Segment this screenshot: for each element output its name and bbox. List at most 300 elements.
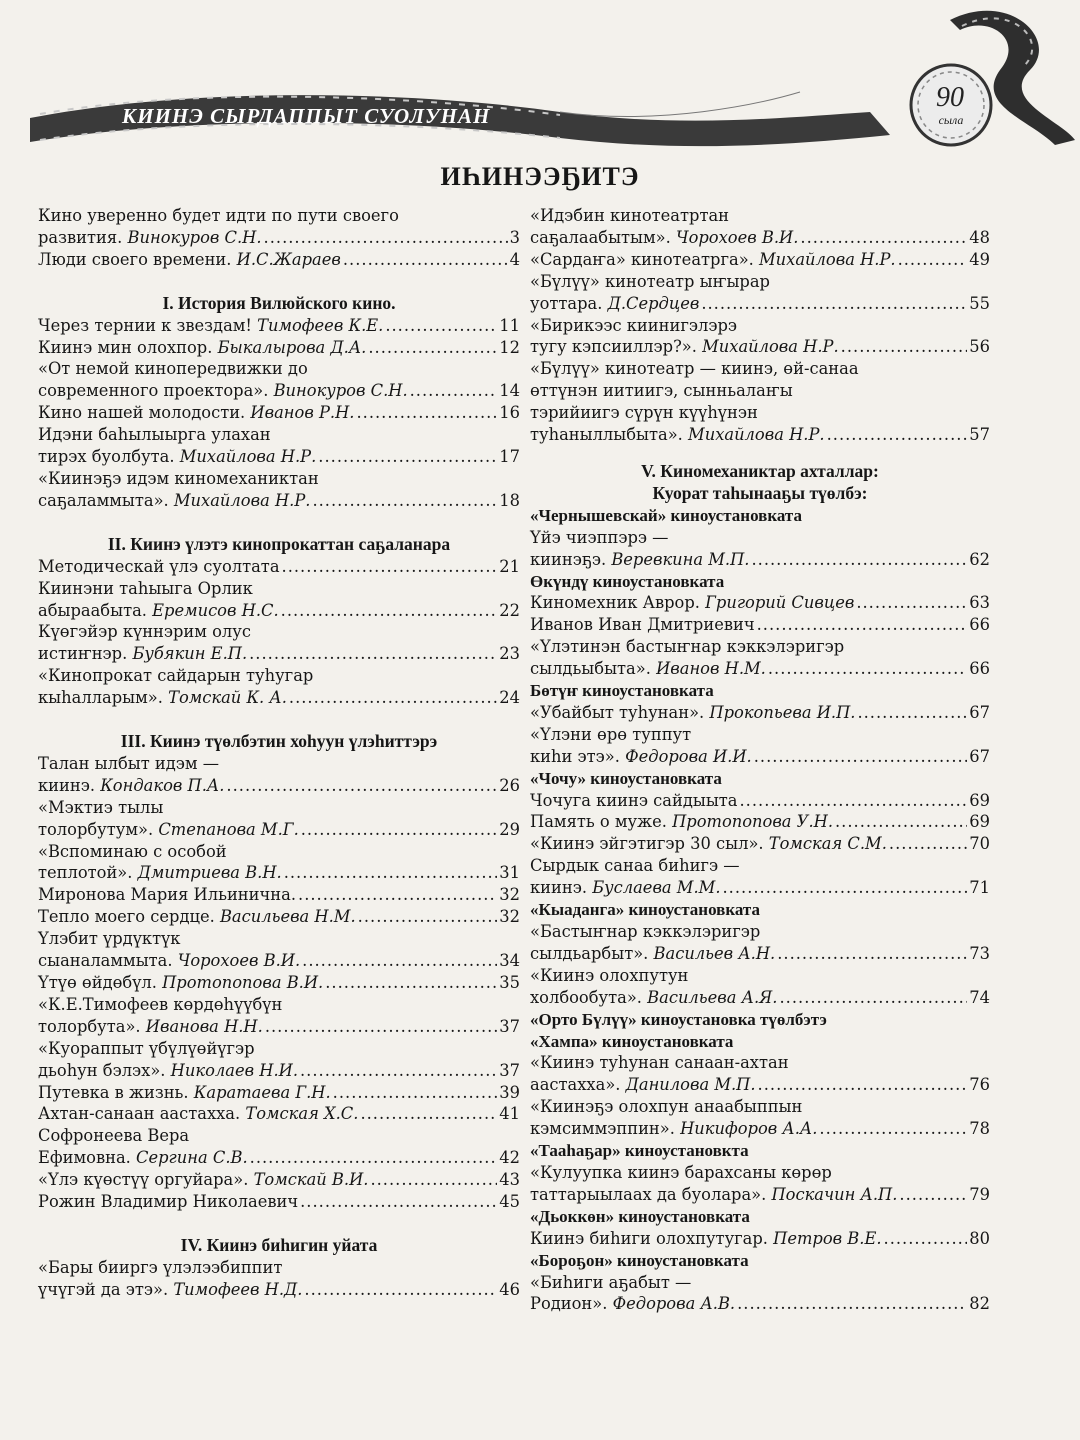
entry-line xyxy=(38,906,520,928)
dot-leader xyxy=(856,592,967,614)
entry-author: Кондаков П.А. xyxy=(100,775,225,795)
entry-title: Киинэ биһиги олохпутугар. xyxy=(530,1228,774,1248)
entry-author: Еремисов Н.С. xyxy=(152,600,279,620)
entry-title-wrap xyxy=(38,906,356,928)
toc-entry xyxy=(38,753,520,797)
entry-title-wrap xyxy=(38,315,383,337)
entry-title: Киинэ мин олохпор. xyxy=(38,337,218,357)
entry-text-line: Талан ылбыт идэм — xyxy=(38,753,220,773)
entry-title: Рожин Владимир Николаевич xyxy=(38,1192,299,1212)
entry-title: Через тернии к звездам! xyxy=(38,315,258,335)
dot-leader xyxy=(410,380,498,402)
dot-leader xyxy=(841,336,968,358)
page-number: 56 xyxy=(969,337,990,357)
entry-line xyxy=(38,1279,520,1301)
entry-title: кыһалларым». xyxy=(38,688,169,708)
section-heading: IV. Киинэ биһигин уйата xyxy=(180,1234,378,1255)
entry-line xyxy=(38,380,520,402)
entry-title: кэмсиммэппин». xyxy=(530,1119,681,1139)
page-number: 29 xyxy=(499,819,520,839)
entry-title-wrap xyxy=(530,833,887,855)
entry-text-line: «Үлэни өрө туппут xyxy=(530,724,692,744)
entry-line xyxy=(38,249,520,271)
page-number: 62 xyxy=(969,549,990,569)
page-number: 76 xyxy=(969,1075,990,1095)
entry-line xyxy=(530,336,990,358)
entry-title-wrap xyxy=(38,775,224,797)
entry-title-wrap xyxy=(38,556,280,578)
entry-line xyxy=(38,884,520,906)
toc-entry xyxy=(530,1052,990,1096)
entry-author: Тимофеев Н.Д. xyxy=(173,1279,303,1299)
entry-text-line: «Үлэтинэн бастыҥнар кэккэлэригэр xyxy=(530,637,845,657)
page-number: 79 xyxy=(969,1184,990,1204)
entry-author: Никифоров А.А. xyxy=(680,1119,818,1139)
dot-leader xyxy=(356,402,497,424)
entry-line xyxy=(530,658,990,680)
entry-author: Чорохоев В.И. xyxy=(675,227,799,247)
entry-author: Васильева Н.М. xyxy=(219,907,356,927)
page-number: 35 xyxy=(499,973,520,992)
dot-leader xyxy=(800,227,967,249)
entry-author: Федорова И.И. xyxy=(625,746,752,766)
entry-title-wrap xyxy=(530,424,825,446)
toc-entry xyxy=(38,1103,520,1125)
entry-text-line: тэрийиигэ сүрүн күүһүнэн xyxy=(530,403,758,423)
dot-leader xyxy=(777,943,967,965)
entry-text-line: «Киинэҕэ олохпун анаабыппын xyxy=(530,1097,803,1117)
entry-text-line: «Биһиги аҕабыт — xyxy=(530,1272,692,1292)
entry-author: Винокуров С.Н. xyxy=(127,227,262,247)
dot-leader xyxy=(368,337,497,359)
dot-leader xyxy=(325,972,497,994)
toc-left-column xyxy=(38,205,520,1301)
entry-line xyxy=(38,862,520,884)
toc-entry xyxy=(530,315,990,359)
entry-author: Томскай К. А. xyxy=(168,688,287,708)
toc-entry xyxy=(530,358,990,446)
entry-author: Бубякин Е.П. xyxy=(132,644,248,664)
page-number: 41 xyxy=(499,1104,520,1124)
entry-title: Методическай үлэ суолтата xyxy=(38,556,280,576)
entry-title-wrap xyxy=(38,227,262,249)
entry-text-line: Үлэбит үрдүктүк xyxy=(38,929,181,949)
page-number: 26 xyxy=(499,775,520,795)
anniversary-number: 90 xyxy=(936,82,964,113)
page-number: 67 xyxy=(969,746,990,766)
entry-title: холбообута». xyxy=(530,987,648,1007)
section-heading: I. История Вилюйского кино. xyxy=(162,292,396,313)
entry-line xyxy=(530,227,990,249)
entry-line xyxy=(38,643,520,665)
entry-title-wrap xyxy=(530,987,778,1009)
film-strip-banner xyxy=(0,0,1080,150)
toc-entry xyxy=(38,337,520,359)
entry-line xyxy=(530,549,990,571)
entry-title-wrap xyxy=(38,1279,302,1301)
entry-title: современного проектора». xyxy=(38,381,274,401)
entry-title-wrap xyxy=(38,1082,331,1104)
entry-title: киинэҕэ. xyxy=(530,549,612,569)
spacer xyxy=(38,271,520,293)
entry-title: теплотой». xyxy=(38,863,138,883)
dot-leader xyxy=(827,424,968,446)
section-heading: II. Киинэ үлэтэ кинопрокаттан саҕаланара xyxy=(107,533,451,554)
entry-author: Данилова М.П. xyxy=(625,1075,756,1095)
dot-leader xyxy=(898,249,968,271)
toc-entry xyxy=(38,665,520,709)
entry-line xyxy=(530,943,990,965)
entry-author: Чорохоев В.И. xyxy=(177,951,301,971)
entry-author: Михайлова Н.Р. xyxy=(179,447,317,467)
dot-leader xyxy=(301,819,498,841)
entry-title-wrap xyxy=(530,293,699,315)
group-heading: «Хампа» киноустановката xyxy=(530,1031,734,1051)
dot-leader xyxy=(300,1060,497,1082)
toc-entry xyxy=(530,833,990,855)
entry-line xyxy=(38,1016,520,1038)
entry-author: Томскай В.И. xyxy=(253,1170,369,1190)
entry-text-line: «К.Е.Тимофеев көрдөһүүбүн xyxy=(38,994,283,1014)
entry-line xyxy=(38,1191,520,1213)
toc-entry xyxy=(530,636,990,680)
page-number: 74 xyxy=(969,987,990,1007)
entry-title: Киномехник Аврор. xyxy=(530,593,706,613)
entry-title: саҕаламмыта». xyxy=(38,490,174,510)
entry-title-wrap xyxy=(38,402,354,424)
entry-title: Родион». xyxy=(530,1294,613,1314)
entry-line xyxy=(38,1103,520,1125)
entry-title: Иванов Иван Дмитриевич xyxy=(530,615,755,635)
dot-leader xyxy=(312,490,497,512)
page-number: 3 xyxy=(509,227,520,247)
page-number: 45 xyxy=(499,1192,520,1212)
dot-leader xyxy=(768,658,967,680)
toc-entry xyxy=(530,614,990,636)
entry-title: тугу кэпсииллэр?». xyxy=(530,337,703,357)
toc-entry xyxy=(38,1257,520,1301)
entry-title: толорбута». xyxy=(38,1016,146,1036)
entry-line xyxy=(38,972,520,994)
section-heading: V. Киномеханиктар ахталлар: xyxy=(641,460,879,481)
entry-title: аастахха». xyxy=(530,1075,626,1095)
entry-author: Д.Сердцев xyxy=(607,293,700,313)
toc-entry xyxy=(530,724,990,768)
entry-title-wrap xyxy=(38,1103,358,1125)
spacer xyxy=(38,1213,520,1235)
dot-leader xyxy=(343,249,508,271)
page-number: 39 xyxy=(499,1082,520,1102)
toc-entry xyxy=(530,921,990,965)
group-heading: «Чернышевскай» киноустановката xyxy=(530,505,802,525)
entry-line xyxy=(38,490,520,512)
page-number: 46 xyxy=(499,1279,520,1299)
page-number: 55 xyxy=(969,293,990,313)
entry-author: Прокопьева И.П. xyxy=(709,702,856,722)
entry-line xyxy=(530,1074,990,1096)
page-number: 12 xyxy=(499,337,520,357)
entry-line xyxy=(38,600,520,622)
entry-author: Михайлова Н.Р. xyxy=(759,249,896,269)
entry-title: тирэх буолбута. xyxy=(38,447,180,467)
entry-title-wrap xyxy=(38,337,366,359)
entry-title-wrap xyxy=(530,811,833,833)
entry-text-line: Күөгэйэр күннэрим олус xyxy=(38,622,251,642)
entry-title-wrap xyxy=(38,380,408,402)
entry-title-wrap xyxy=(38,1147,248,1169)
entry-author: Васильева А.Я. xyxy=(647,987,778,1007)
entry-author: Михайлова Н.Р. xyxy=(173,490,311,510)
page-number: 14 xyxy=(499,381,520,401)
entry-line xyxy=(530,424,990,446)
toc-entry xyxy=(38,906,520,928)
page-number: 4 xyxy=(509,249,520,269)
dot-leader xyxy=(250,1147,498,1169)
page-number: 11 xyxy=(499,315,520,335)
dot-leader xyxy=(333,1082,498,1104)
toc-entry xyxy=(38,1169,520,1191)
page-number: 80 xyxy=(969,1228,990,1248)
entry-title: сылдьарбыт». xyxy=(530,943,654,963)
entry-title: үчүгэй да этэ». xyxy=(38,1279,174,1299)
entry-line xyxy=(38,402,520,424)
toc-entry xyxy=(38,556,520,578)
entry-line xyxy=(530,1293,990,1315)
entry-title-wrap xyxy=(38,862,282,884)
entry-text-line: «Мэктиэ тылы xyxy=(38,797,164,817)
entry-title: Ахтан-санаан аастахха. xyxy=(38,1104,246,1124)
entry-text-line: «Кинопрокат сайдарын туһугар xyxy=(38,666,314,686)
entry-title-wrap xyxy=(38,1016,263,1038)
dot-leader xyxy=(758,1074,968,1096)
page-number: 73 xyxy=(969,943,990,963)
page-number: 24 xyxy=(499,688,520,708)
entry-title-wrap xyxy=(38,600,279,622)
entry-line xyxy=(38,950,520,972)
page-number: 23 xyxy=(499,644,520,664)
entry-title-wrap xyxy=(38,1169,368,1191)
dot-leader xyxy=(754,746,968,768)
entry-title-wrap xyxy=(530,1228,882,1250)
entry-author: И.С.Жараев xyxy=(236,249,341,269)
page-number: 18 xyxy=(499,490,520,510)
entry-line xyxy=(38,556,520,578)
entry-text-line: өттүнэн иитиигэ, сынньалаҥы xyxy=(530,381,793,401)
page-number: 78 xyxy=(969,1119,990,1139)
entry-text-line: Идэни баһылыырга улахан xyxy=(38,425,271,445)
entry-author: Тимофеев К.Е. xyxy=(257,315,384,335)
dot-leader xyxy=(226,775,497,797)
toc-entry xyxy=(530,1096,990,1140)
page-number: 43 xyxy=(499,1170,520,1190)
group-heading: «Бороҕон» киноустановката xyxy=(530,1250,749,1270)
dot-leader xyxy=(265,1016,497,1038)
entry-title-wrap xyxy=(530,1293,735,1315)
entry-line xyxy=(38,819,520,841)
entry-title: дьоһун бэлэх». xyxy=(38,1060,171,1080)
entry-title-wrap xyxy=(38,643,247,665)
toc-entry xyxy=(38,797,520,841)
dot-leader xyxy=(780,987,968,1009)
entry-title: «Убайбыт туһунан». xyxy=(530,702,710,722)
toc-entry xyxy=(530,965,990,1009)
toc-right-column xyxy=(530,205,990,1315)
dot-leader xyxy=(318,446,497,468)
entry-title-wrap xyxy=(38,1191,298,1213)
entry-title: Кино нашей молодости. xyxy=(38,403,251,423)
entry-line xyxy=(530,293,990,315)
entry-title: киинэ. xyxy=(38,775,101,795)
entry-author: Иванов Р.Н. xyxy=(250,403,355,423)
dot-leader xyxy=(264,227,508,249)
dot-leader xyxy=(385,315,497,337)
dot-leader xyxy=(740,790,968,812)
entry-author: Томская Х.С. xyxy=(245,1104,359,1124)
entry-line xyxy=(38,1060,520,1082)
toc-entry xyxy=(38,578,520,622)
entry-title-wrap xyxy=(530,790,738,812)
entry-text-line: «Бирикээс киинигэлэрэ xyxy=(530,315,737,335)
entry-title-wrap xyxy=(530,1074,756,1096)
dot-leader xyxy=(360,1103,497,1125)
toc-entry xyxy=(38,358,520,402)
group-heading: «Чочу» киноустановката xyxy=(530,768,722,788)
entry-author: Иванов Н.М. xyxy=(656,659,766,679)
toc-entry xyxy=(38,205,520,249)
entry-author: Григорий Сивцев xyxy=(705,593,855,613)
entry-title: Память о муже. xyxy=(530,812,673,832)
toc-entry xyxy=(38,315,520,337)
entry-line xyxy=(530,1184,990,1206)
page-number: 63 xyxy=(969,593,990,613)
page-number: 66 xyxy=(969,615,990,635)
entry-title-wrap xyxy=(38,972,323,994)
entry-title: таттарыылаах да буолара». xyxy=(530,1184,772,1204)
entry-line xyxy=(38,687,520,709)
page-number: 32 xyxy=(499,885,520,905)
entry-line xyxy=(38,1147,520,1169)
entry-text-line: Сырдык санаа биһигэ — xyxy=(530,856,740,876)
dot-leader xyxy=(284,862,498,884)
entry-title: Ефимовна. xyxy=(38,1148,137,1168)
page-number: 57 xyxy=(969,425,990,445)
entry-title-wrap xyxy=(530,549,749,571)
page-number: 37 xyxy=(499,1060,520,1080)
entry-title: уоттара. xyxy=(530,293,608,313)
toc-entry xyxy=(530,811,990,833)
group-heading: «Кыаданга» киноустановката xyxy=(530,900,760,920)
section-subheading: Куорат таһынааҕы түөлбэ: xyxy=(652,482,868,503)
toc-entry xyxy=(38,1191,520,1213)
entry-title: сыаналаммыта. xyxy=(38,951,178,971)
entry-text-line: «Бүлүү» кинотеатр ыҥырар xyxy=(530,271,770,291)
dot-leader xyxy=(281,600,498,622)
entry-text-line: Үйэ чиэппэрэ — xyxy=(530,527,669,547)
toc-entry xyxy=(530,1162,990,1206)
entry-author: Николаев Н.И. xyxy=(170,1060,298,1080)
entry-author: Быкалырова Д.А. xyxy=(217,337,367,357)
entry-title: «Сардаҥа» кинотеатрга». xyxy=(530,249,760,269)
entry-text-line: Кино уверенно будет идти по пути своего xyxy=(38,206,399,225)
entry-author: Сергина С.В. xyxy=(136,1148,248,1168)
entry-text-line: «Идэбин кинотеатртан xyxy=(530,206,730,225)
entry-author: Буслаева М.М. xyxy=(592,878,721,898)
entry-line xyxy=(530,614,990,636)
entry-author: Михайлова Н.Р. xyxy=(702,337,839,357)
entry-title-wrap xyxy=(530,746,752,768)
entry-title: Тепло моего сердце. xyxy=(38,907,220,927)
entry-line xyxy=(38,1082,520,1104)
entry-title-wrap xyxy=(530,1184,897,1206)
entry-title-wrap xyxy=(38,1060,298,1082)
entry-author: Протопопова В.И. xyxy=(162,973,324,992)
entry-line xyxy=(530,877,990,899)
entry-author: Веревкина М.П. xyxy=(611,549,750,569)
entry-line xyxy=(530,1228,990,1250)
page-title: ИҺИНЭЭҔИТЭ xyxy=(440,162,640,191)
entry-title-wrap xyxy=(530,614,755,636)
page-number: 16 xyxy=(499,403,520,423)
dot-leader xyxy=(835,811,967,833)
entry-line xyxy=(530,833,990,855)
toc-entry xyxy=(530,271,990,315)
entry-title: киинэ. xyxy=(530,878,593,898)
page-number: 82 xyxy=(969,1294,990,1314)
dot-leader xyxy=(701,293,967,315)
page-number: 37 xyxy=(499,1016,520,1036)
entry-text-line: «От немой кинопередвижки до xyxy=(38,359,308,379)
group-heading: «Тааһаҕар» киноустановкта xyxy=(530,1141,749,1161)
dot-leader xyxy=(751,549,967,571)
entry-line xyxy=(38,315,520,337)
dot-leader xyxy=(282,556,498,578)
toc-entry xyxy=(530,592,990,614)
toc-entry xyxy=(530,702,990,724)
entry-title: Путевка в жизнь. xyxy=(38,1082,194,1102)
entry-text-line: «Бастыҥнар кэккэлэригэр xyxy=(530,922,761,941)
entry-title-wrap xyxy=(530,249,896,271)
entry-title-wrap xyxy=(530,336,839,358)
dot-leader xyxy=(857,702,967,724)
entry-title-wrap xyxy=(38,249,341,271)
dot-leader xyxy=(358,906,498,928)
section-heading: III. Киинэ түөлбэтин хоһуун үлэһиттэрэ xyxy=(120,731,438,752)
toc-entry xyxy=(530,1272,990,1316)
dot-leader xyxy=(819,1118,967,1140)
entry-author: Иванова Н.Н. xyxy=(145,1016,263,1036)
entry-line xyxy=(38,337,520,359)
entry-title: абыраабыта. xyxy=(38,600,153,620)
entry-text-line: «Киинэҕэ идэм киномеханиктан xyxy=(38,468,319,488)
toc-entry xyxy=(530,527,990,571)
toc-entry xyxy=(38,972,520,994)
entry-line xyxy=(530,811,990,833)
dot-leader xyxy=(757,614,968,636)
dot-leader xyxy=(884,1228,968,1250)
entry-line xyxy=(530,790,990,812)
page-number: 48 xyxy=(969,227,990,247)
spacer xyxy=(38,709,520,731)
entry-title-wrap xyxy=(530,877,721,899)
toc-entry xyxy=(530,855,990,899)
page-number: 67 xyxy=(969,702,990,722)
entry-text-line: Софронеева Вера xyxy=(38,1126,190,1146)
entry-title-wrap xyxy=(38,490,310,512)
entry-title: Чочуга киинэ сайдыыта xyxy=(530,790,738,810)
entry-text-line: «Кулуупка киинэ барахсаны көрөр xyxy=(530,1162,832,1182)
spacer xyxy=(38,512,520,534)
entry-text-line: «Киинэ олохпутун xyxy=(530,965,689,985)
